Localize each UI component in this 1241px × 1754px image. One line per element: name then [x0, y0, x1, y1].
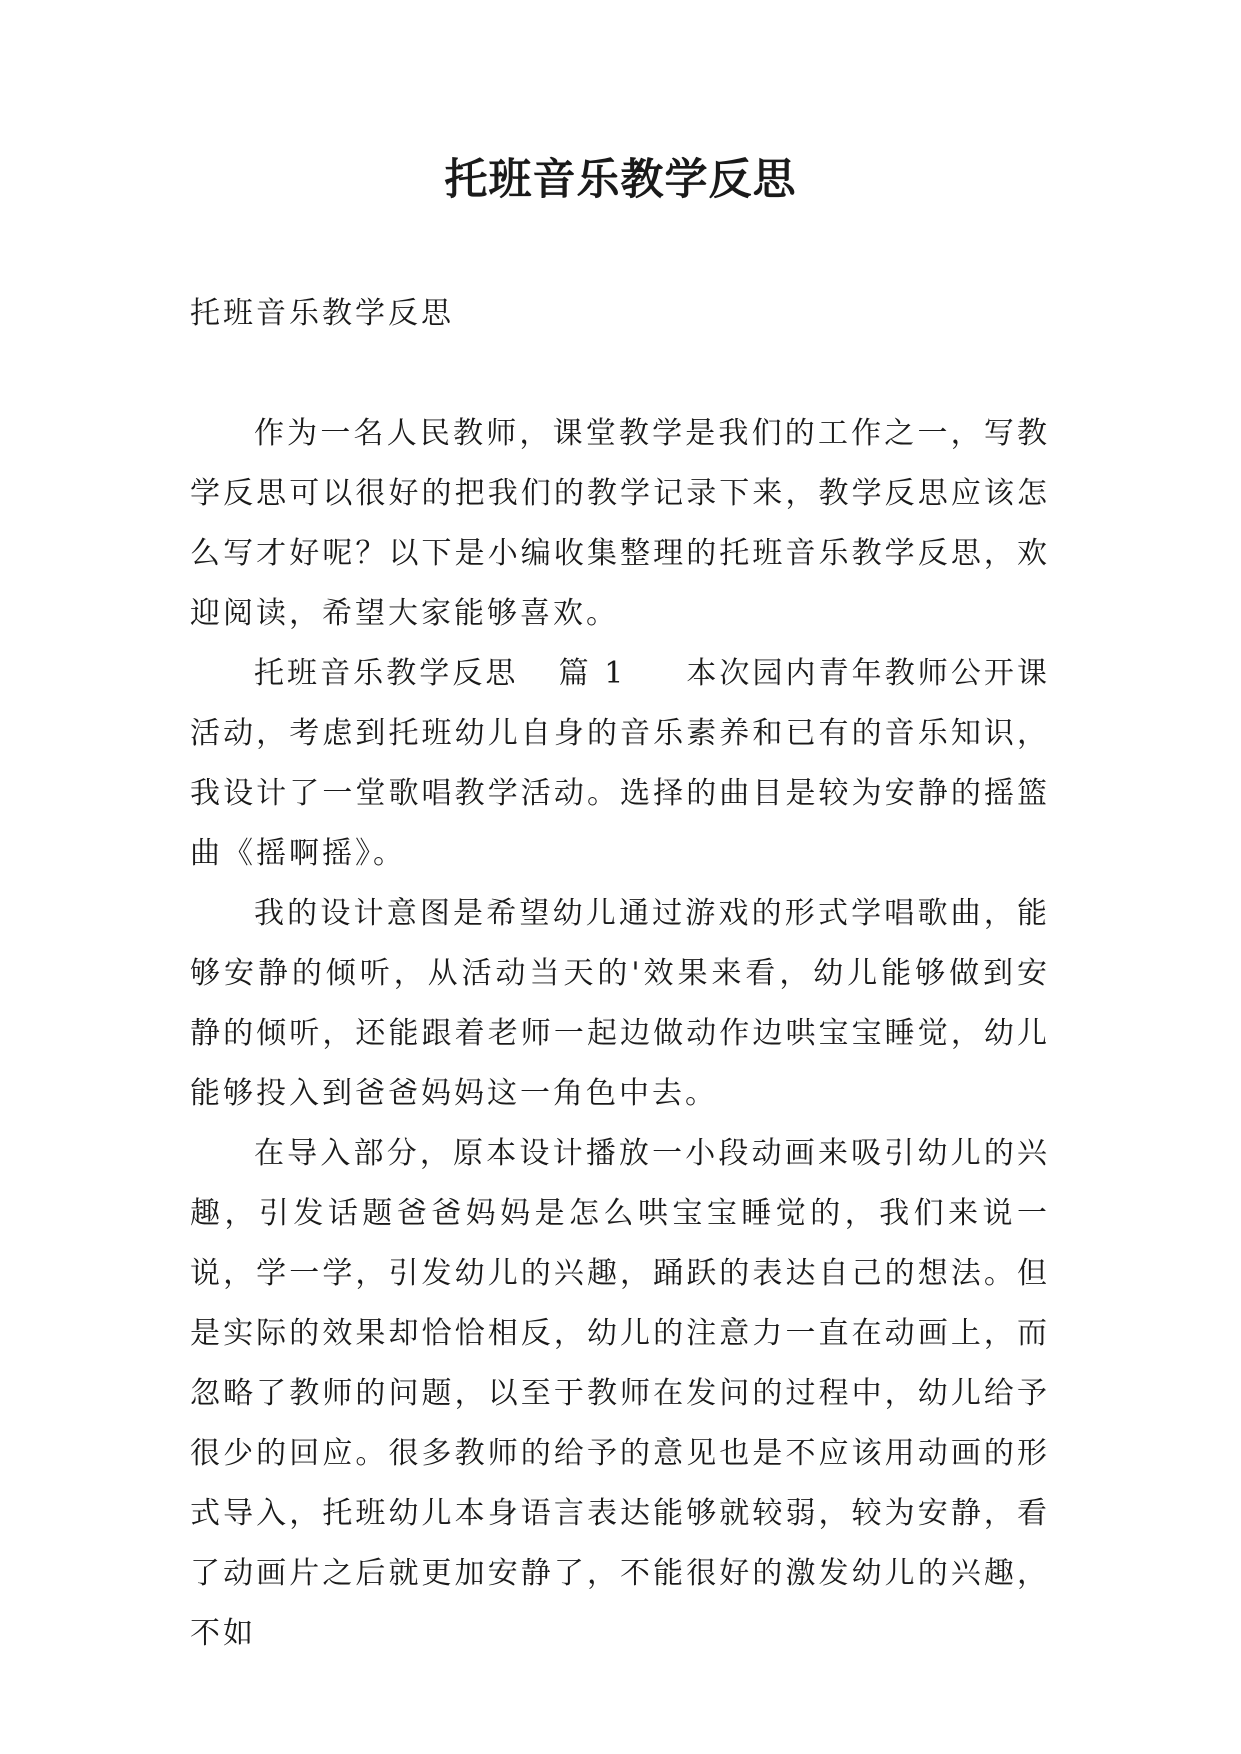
section-first-text: 本次园内青年教师公开课活动，考虑到托班幼儿自身的音乐素养和已有的音乐知识，我设计了一堂歌唱教学活动。选择的曲目是较为安静的摇篮曲《摇啊摇》。 — [190, 656, 1050, 871]
section-label: 篇 1 — [558, 656, 627, 691]
paragraph-3: 在导入部分，原本设计播放一小段动画来吸引幼儿的兴趣，引发话题爸爸妈妈是怎么哄宝宝睡觉的，我们来说一说，学一学，引发幼儿的兴趣，踊跃的表达自己的想法。但是实际的效果却恰恰相反，幼儿的注意力一直在动画上，而忽略了教师的问题，以至于教师在发问的过程中，幼儿给予很少的回应。很多教师的给予的意见也是不应该用动画的形式导入，托班幼儿本身语言表达能够就较弱，较为安静，看了动画片之后就更加安静了，不能很好的激发幼儿的兴趣，不如 — [190, 1136, 1050, 1651]
section-heading: 托班音乐教学反思 — [254, 656, 519, 691]
paragraph-2: 我的设计意图是希望幼儿通过游戏的形式学唱歌曲，能够安静的倾听，从活动当天的'效果来看，幼儿能够做到安静的倾听，还能跟着老师一起边做动作边哄宝宝睡觉，幼儿能够投入到爸爸妈妈这一角色中去。 — [190, 896, 1050, 1111]
section-1-paragraph — [190, 644, 1050, 884]
document-subtitle: 托班音乐教学反思 — [190, 296, 454, 331]
document-title: 托班音乐教学反思 — [444, 155, 797, 205]
intro-paragraph: 作为一名人民教师，课堂教学是我们的工作之一，写教学反思可以很好的把我们的教学记录下来，教学反思应该怎么写才好呢？以下是小编收集整理的托班音乐教学反思，欢迎阅读，希望大家能够喜欢。 — [190, 416, 1050, 631]
document-body — [190, 284, 1050, 1664]
